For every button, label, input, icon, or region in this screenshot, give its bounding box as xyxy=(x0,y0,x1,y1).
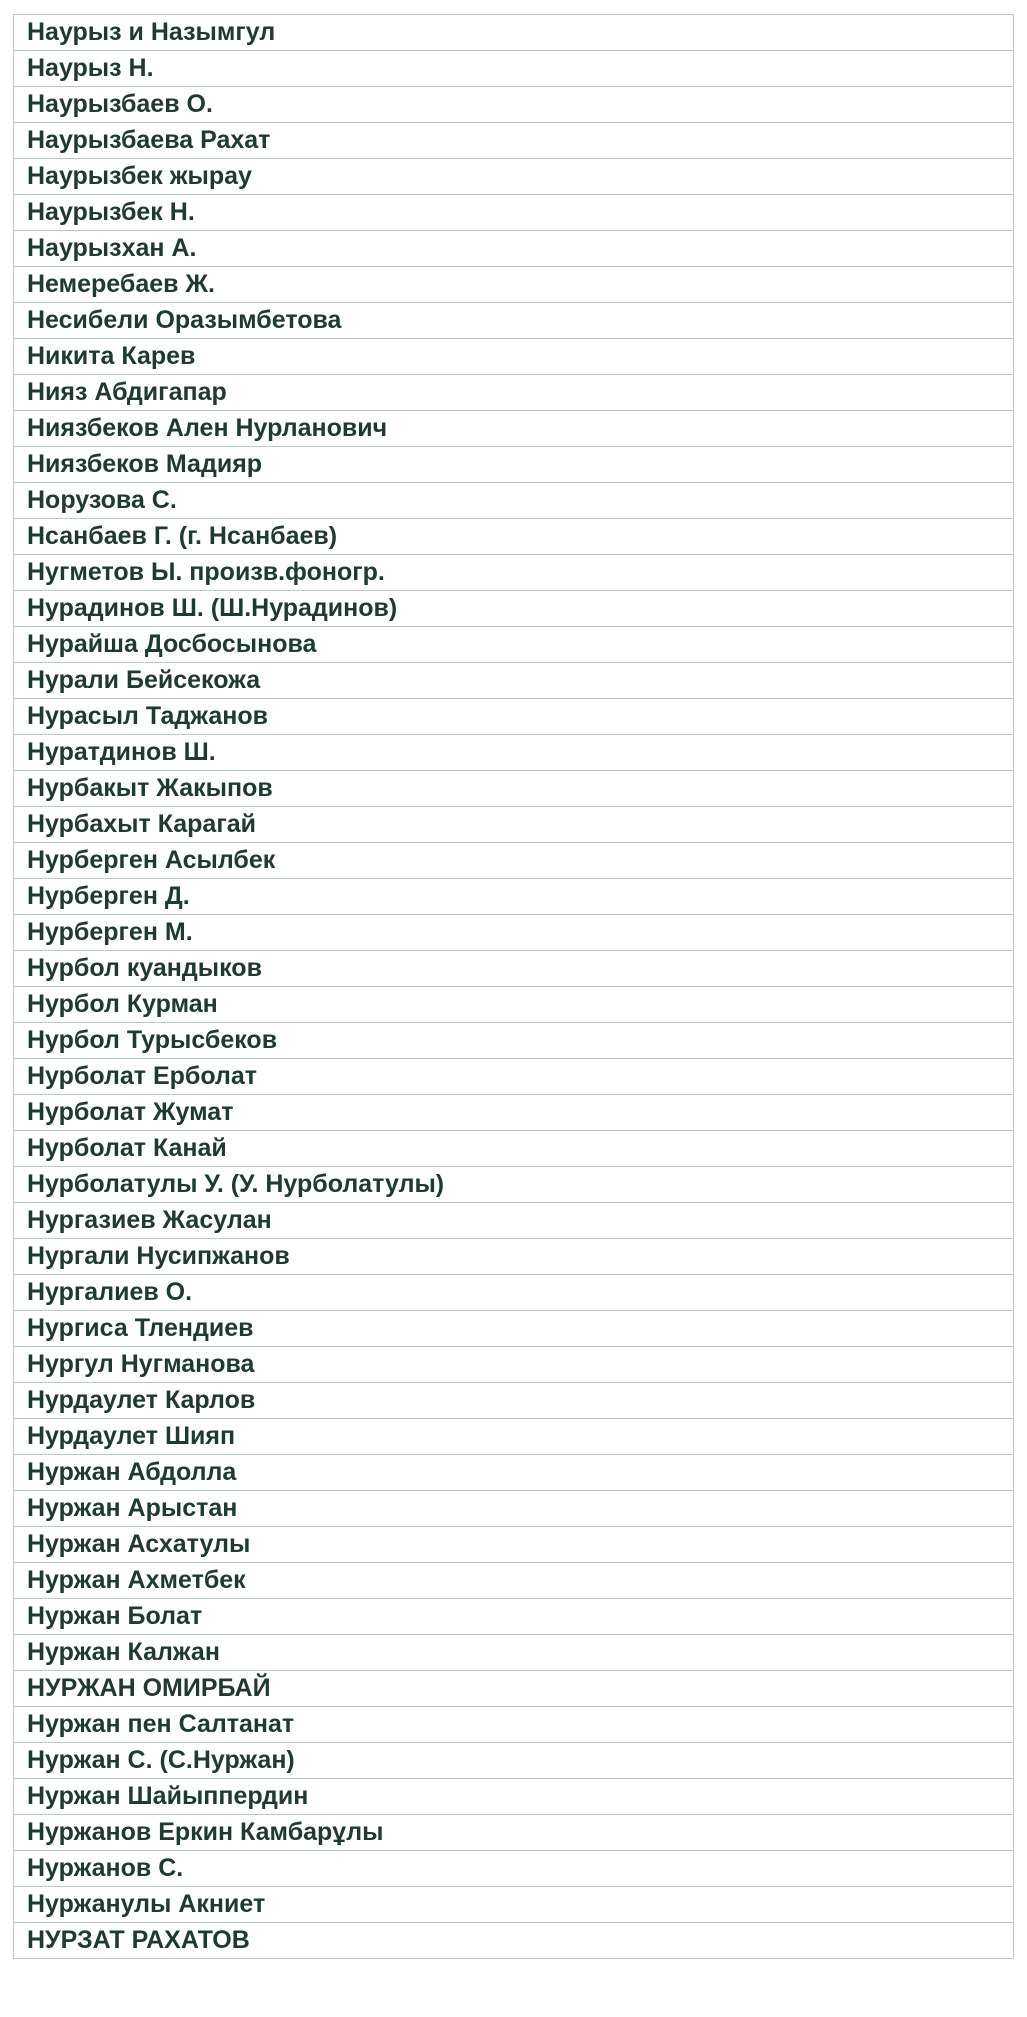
table-row xyxy=(14,1419,1014,1455)
table-row xyxy=(14,1131,1014,1167)
name-cell: Нуржан С. (С.Нуржан) xyxy=(14,1743,1014,1779)
name-cell: Нуржанов Еркин Камбарұлы xyxy=(14,1815,1014,1851)
name-cell: Нурбахыт Карагай xyxy=(14,807,1014,843)
table-row xyxy=(14,1059,1014,1095)
table-row xyxy=(14,375,1014,411)
table-row xyxy=(14,771,1014,807)
table-row xyxy=(14,267,1014,303)
name-cell: Нурберген Асылбек xyxy=(14,843,1014,879)
name-cell: Нуржан Ахметбек xyxy=(14,1563,1014,1599)
name-cell: Нуржанулы Акниет xyxy=(14,1887,1014,1923)
name-cell: Наурызхан А. xyxy=(14,231,1014,267)
name-cell: Нурбол куандыков xyxy=(14,951,1014,987)
name-cell: Нурболат Жумат xyxy=(14,1095,1014,1131)
name-cell: Норузова С. xyxy=(14,483,1014,519)
name-cell: Нурдаулет Шияп xyxy=(14,1419,1014,1455)
table-row xyxy=(14,51,1014,87)
name-cell: Нияз Абдигапар xyxy=(14,375,1014,411)
table-row xyxy=(14,159,1014,195)
table-row xyxy=(14,1023,1014,1059)
name-cell: Нурадинов Ш. (Ш.Нурадинов) xyxy=(14,591,1014,627)
table-row xyxy=(14,843,1014,879)
table-row xyxy=(14,1887,1014,1923)
table-row xyxy=(14,1527,1014,1563)
table-row xyxy=(14,339,1014,375)
name-cell: Наурызбек жырау xyxy=(14,159,1014,195)
table-row xyxy=(14,1707,1014,1743)
name-cell: Нурбол Курман xyxy=(14,987,1014,1023)
table-row xyxy=(14,519,1014,555)
table-row xyxy=(14,1095,1014,1131)
table-row xyxy=(14,411,1014,447)
name-cell: Нурболатулы У. (У. Нурболатулы) xyxy=(14,1167,1014,1203)
name-cell: Нурболат Канай xyxy=(14,1131,1014,1167)
name-cell: Нугметов Ы. произв.фоногр. xyxy=(14,555,1014,591)
name-cell: Нургали Нусипжанов xyxy=(14,1239,1014,1275)
name-cell: Нурболат Ерболат xyxy=(14,1059,1014,1095)
table-row xyxy=(14,879,1014,915)
name-cell: Нурали Бейсекожа xyxy=(14,663,1014,699)
name-cell: Нургиса Тлендиев xyxy=(14,1311,1014,1347)
table-row xyxy=(14,1275,1014,1311)
table-row xyxy=(14,663,1014,699)
name-cell: НУРЗАТ РАХАТОВ xyxy=(14,1923,1014,1959)
table-row xyxy=(14,1635,1014,1671)
name-cell: НУРЖАН ОМИРБАЙ xyxy=(14,1671,1014,1707)
table-row xyxy=(14,1563,1014,1599)
table-row xyxy=(14,735,1014,771)
name-cell: Нуржан Абдолла xyxy=(14,1455,1014,1491)
names-table xyxy=(13,14,1014,1959)
name-cell: Нургул Нугманова xyxy=(14,1347,1014,1383)
name-cell: Несибели Оразымбетова xyxy=(14,303,1014,339)
table-row xyxy=(14,1779,1014,1815)
name-cell: Нуржан Асхатулы xyxy=(14,1527,1014,1563)
table-row xyxy=(14,195,1014,231)
name-cell: Нурайша Досбосынова xyxy=(14,627,1014,663)
table-row xyxy=(14,87,1014,123)
name-cell: Наурызбаева Рахат xyxy=(14,123,1014,159)
name-cell: Нуржанов С. xyxy=(14,1851,1014,1887)
table-row xyxy=(14,951,1014,987)
table-row xyxy=(14,1455,1014,1491)
table-row xyxy=(14,807,1014,843)
name-cell: Нуратдинов Ш. xyxy=(14,735,1014,771)
table-row xyxy=(14,1923,1014,1959)
table-row xyxy=(14,15,1014,51)
name-cell: Ниязбеков Ален Нурланович xyxy=(14,411,1014,447)
table-row xyxy=(14,303,1014,339)
name-cell: Наурызбаев О. xyxy=(14,87,1014,123)
name-cell: Нурбакыт Жакыпов xyxy=(14,771,1014,807)
table-row xyxy=(14,231,1014,267)
table-row xyxy=(14,699,1014,735)
table-row xyxy=(14,1743,1014,1779)
table-row xyxy=(14,483,1014,519)
table-row xyxy=(14,1815,1014,1851)
name-cell: Нурасыл Таджанов xyxy=(14,699,1014,735)
table-row xyxy=(14,1239,1014,1275)
name-cell: Никита Карев xyxy=(14,339,1014,375)
table-row xyxy=(14,591,1014,627)
name-cell: Наурыз Н. xyxy=(14,51,1014,87)
table-row xyxy=(14,1347,1014,1383)
table-row xyxy=(14,1167,1014,1203)
name-cell: Нурберген Д. xyxy=(14,879,1014,915)
name-cell: Нсанбаев Г. (г. Нсанбаев) xyxy=(14,519,1014,555)
name-cell: Нурбол Турысбеков xyxy=(14,1023,1014,1059)
name-cell: Наурызбек Н. xyxy=(14,195,1014,231)
table-row xyxy=(14,915,1014,951)
name-cell: Нурдаулет Карлов xyxy=(14,1383,1014,1419)
names-table-body xyxy=(14,15,1014,1959)
table-row xyxy=(14,1311,1014,1347)
name-cell: Нуржан Арыстан xyxy=(14,1491,1014,1527)
name-cell: Нургазиев Жасулан xyxy=(14,1203,1014,1239)
table-row xyxy=(14,447,1014,483)
table-row xyxy=(14,555,1014,591)
name-cell: Нургалиев О. xyxy=(14,1275,1014,1311)
table-row xyxy=(14,987,1014,1023)
name-cell: Нуржан Калжан xyxy=(14,1635,1014,1671)
name-cell: Нуржан Болат xyxy=(14,1599,1014,1635)
table-row xyxy=(14,1851,1014,1887)
name-cell: Нурберген М. xyxy=(14,915,1014,951)
name-cell: Ниязбеков Мадияр xyxy=(14,447,1014,483)
name-cell: Наурыз и Назымгул xyxy=(14,15,1014,51)
table-row xyxy=(14,123,1014,159)
name-cell: Нуржан Шайыппердин xyxy=(14,1779,1014,1815)
table-row xyxy=(14,1491,1014,1527)
name-cell: Нуржан пен Салтанат xyxy=(14,1707,1014,1743)
table-row xyxy=(14,1671,1014,1707)
table-row xyxy=(14,1383,1014,1419)
table-row xyxy=(14,1599,1014,1635)
table-row xyxy=(14,1203,1014,1239)
name-cell: Немеребаев Ж. xyxy=(14,267,1014,303)
table-row xyxy=(14,627,1014,663)
